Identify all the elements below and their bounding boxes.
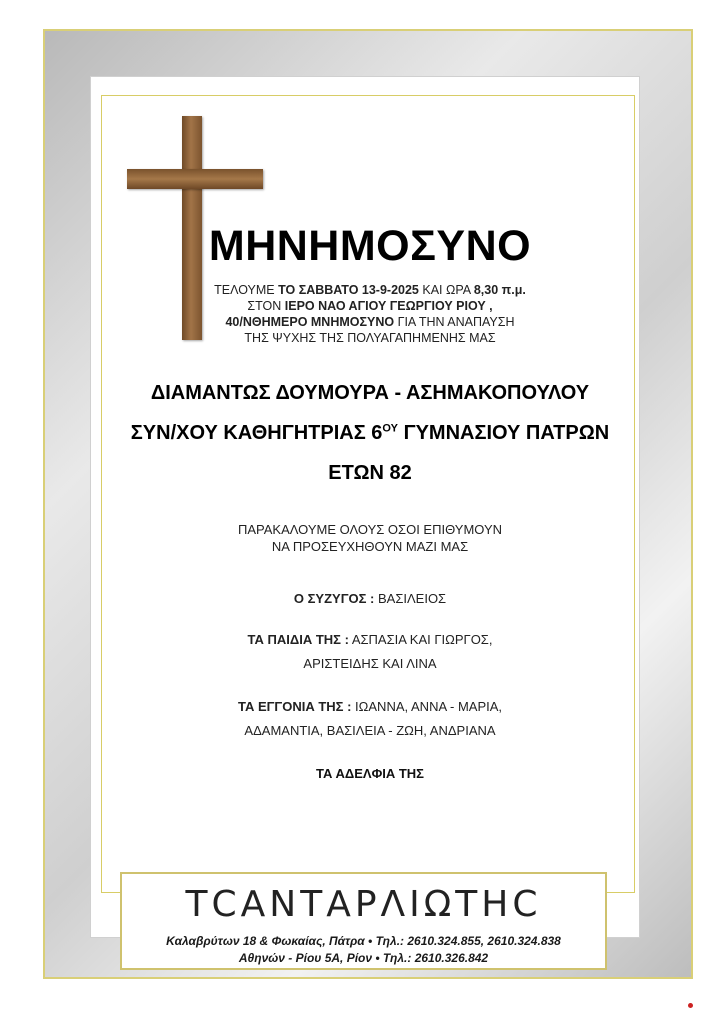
deceased-age: ΕΤΩΝ 82	[328, 462, 412, 484]
scan-mark	[688, 1003, 693, 1008]
grandchildren-line-2: ΑΔΑΜΑΝΤΙΑ, ΒΑΣΙΛΕΙΑ - ΖΩΗ, ΑΝΔΡΙΑΝΑ	[244, 723, 496, 738]
request-line-1: ΠΑΡΑΚΑΛΟΥΜΕ ΟΛΟΥΣ ΟΣΟΙ ΕΠΙΘΥΜΟΥΝ	[237, 522, 503, 537]
deceased-name: ΔΙΑΜΑΝΤΩΣ ΔΟΥΜΟΥΡΑ - ΑΣΗΜΑΚΟΠΟΥΛΟΥ	[150, 382, 590, 404]
funeral-home-footer	[120, 872, 607, 970]
footer-address-2: Αθηνών - Ρίου 5Α, Ρίον • Τηλ.: 2610.326.842	[238, 951, 489, 965]
siblings-line: ΤΑ ΑΔΕΛΦΙΑ ΤΗΣ	[316, 766, 424, 781]
intro-line-2: ΣΤΟΝ ΙΕΡΟ ΝΑΟ ΑΓΙΟΥ ΓΕΩΡΓΙΟΥ ΡΙΟΥ ,	[247, 299, 493, 313]
children-line-2: ΑΡΙΣΤΕΙΔΗΣ ΚΑΙ ΛΙΝΑ	[303, 656, 437, 671]
funeral-home-logo: ΤCΑΝΤΑΡΛΙΩΤΗC	[185, 884, 542, 925]
intro-line-4: ΤΗΣ ΨΥΧΗΣ ΤΗΣ ΠΟΛΥΑΓΑΠΗΜΕΝΗΣ ΜΑΣ	[244, 331, 496, 345]
spouse-line: Ο ΣΥΖΥΓΟΣ : ΒΑΣΙΛΕΙΟΣ	[293, 591, 447, 606]
grandchildren-line-1: ΤΑ ΕΓΓΟΝΙΑ ΤΗΣ : ΙΩΑΝΝΑ, ΑΝΝΑ - ΜΑΡΙΑ,	[237, 699, 503, 714]
intro-line-3: 40/ΝΘΗΜΕΡΟ ΜΝΗΜΟΣΥΝΟ ΓΙΑ ΤΗΝ ΑΝΑΠΑΥΣΗ	[225, 315, 515, 329]
request-line-2: ΝΑ ΠΡΟΣΕΥΧΗΘΟΥΝ ΜΑΖΙ ΜΑΣ	[271, 539, 469, 554]
deceased-role: ΣΥΝ/ΧΟΥ ΚΑΘΗΓΗΤΡΙΑΣ $6^{O\Upsilon}$ ΓΥΜΝΑΣΙΟΥ ΠΑΤΡΩΝ	[130, 422, 610, 444]
notice-title: ΜΗΝΗΜΟΣΥΝΟ	[208, 222, 532, 270]
cross-icon-arm	[127, 169, 263, 189]
footer-address-1: Καλαβρύτων 18 & Φωκαίας, Πάτρα • Τηλ.: 2610.324.855, 2610.324.838	[166, 934, 561, 948]
children-line-1: ΤΑ ΠΑΙΔΙΑ ΤΗΣ : ΑΣΠΑΣΙΑ ΚΑΙ ΓΙΩΡΓΟΣ,	[247, 632, 493, 647]
intro-line-1: ΤΕΛΟΥΜΕ ΤΟ ΣΑΒΒΑΤΟ 13-9-2025 ΚΑΙ ΩΡΑ 8,30 π.μ.	[214, 283, 526, 297]
